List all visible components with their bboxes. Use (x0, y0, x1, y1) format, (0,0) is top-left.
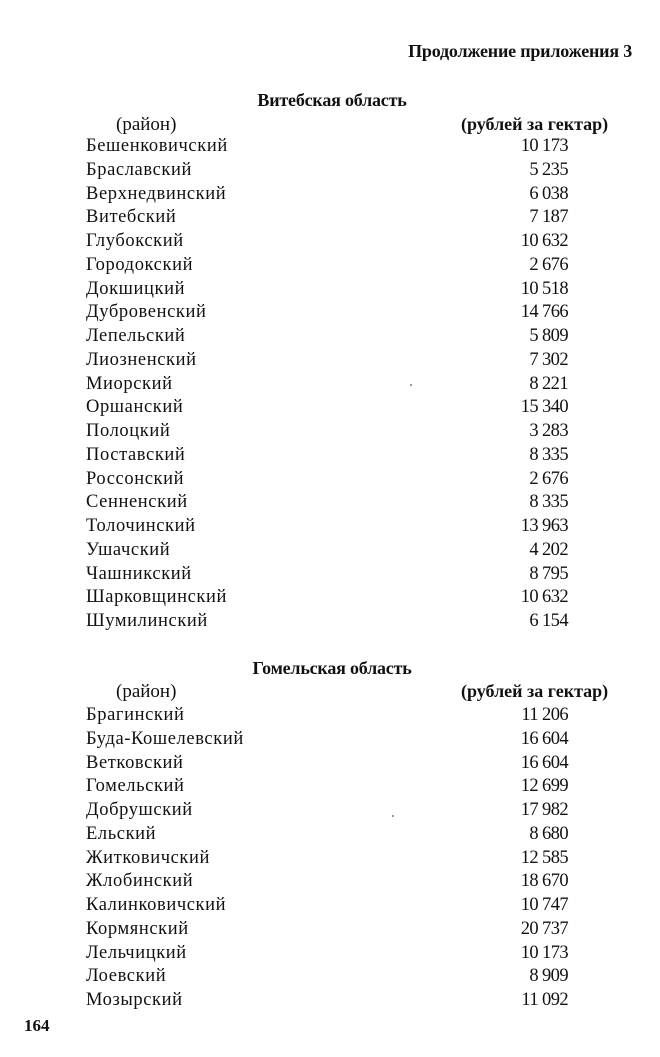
rate-value: 12 585 (520, 847, 568, 868)
table-row (0, 206, 660, 230)
district-name: Брагинский (86, 705, 185, 725)
table-row (0, 444, 660, 468)
district-name: Кормянский (86, 918, 189, 939)
district-name: Полоцкий (86, 421, 171, 441)
rate-value: 4 202 (529, 539, 568, 560)
district-name: Россонский (86, 468, 185, 489)
district-name: Дубровенский (86, 302, 207, 323)
vitebsk-table (0, 135, 660, 634)
table-row (0, 254, 660, 278)
rate-value: 10 173 (520, 942, 568, 963)
rate-value: 6 038 (529, 183, 568, 204)
district-name: Оршанский (86, 397, 184, 418)
district-name: Чашникский (86, 563, 192, 584)
district-name: Лельчицкий (86, 942, 187, 963)
gomel-district-column-header: (район) (116, 681, 177, 702)
table-row (0, 870, 660, 894)
scan-speck (410, 384, 412, 386)
table-row (0, 775, 660, 799)
rate-value: 11 092 (521, 990, 568, 1010)
rate-value: 8 680 (529, 823, 568, 844)
rate-value: 7 302 (529, 349, 568, 370)
table-row (0, 468, 660, 492)
rate-value: 8 335 (529, 444, 568, 465)
rate-value: 10 173 (520, 136, 568, 156)
rate-value: 5 809 (529, 326, 568, 346)
table-row (0, 918, 660, 942)
gomel-value-column-header: (рублей за гектар) (461, 681, 609, 701)
rate-value: 5 235 (529, 159, 568, 180)
rate-value: 6 154 (529, 611, 568, 631)
district-name: Добрушский (86, 800, 193, 820)
district-name: Житковичский (86, 847, 210, 868)
table-row (0, 586, 660, 610)
rate-value: 7 187 (529, 207, 568, 228)
district-name: Ельский (86, 823, 157, 844)
table-row (0, 349, 660, 373)
district-name: Гомельский (86, 776, 185, 797)
rate-value: 3 283 (529, 421, 568, 441)
table-row (0, 135, 660, 159)
rate-value: 10 632 (520, 231, 568, 251)
table-row (0, 278, 660, 302)
district-name: Браславский (86, 159, 192, 180)
gomel-region-title: Гомельская область (252, 658, 412, 678)
table-row (0, 183, 660, 207)
table-row (0, 965, 660, 989)
district-name: Лиозненский (86, 349, 197, 370)
district-name: Лоевский (86, 966, 167, 987)
rate-value: 8 221 (529, 373, 568, 394)
table-row (0, 491, 660, 515)
rate-value: 2 676 (529, 468, 568, 489)
district-name: Поставский (86, 444, 186, 465)
vitebsk-district-column-header: (район) (116, 114, 177, 135)
table-row (0, 420, 660, 444)
table-row (0, 301, 660, 325)
table-row (0, 823, 660, 847)
rate-value: 8 795 (529, 563, 568, 584)
table-row (0, 799, 660, 823)
table-row (0, 539, 660, 563)
rate-value: 16 604 (520, 752, 568, 773)
table-row (0, 989, 660, 1013)
district-name: Ушачский (86, 539, 171, 560)
district-name: Городокский (86, 254, 194, 275)
district-name: Бешенковичский (86, 136, 228, 156)
district-name: Лепельский (86, 326, 186, 346)
district-name: Шарковщинский (86, 587, 228, 608)
rate-value: 8 909 (529, 966, 568, 987)
rate-value: 2 676 (529, 254, 568, 275)
rate-value: 10 518 (520, 278, 568, 299)
table-row (0, 159, 660, 183)
table-row (0, 515, 660, 539)
table-row (0, 325, 660, 349)
table-row (0, 894, 660, 918)
page-number: 164 (24, 1016, 50, 1035)
table-row (0, 847, 660, 871)
rate-value: 11 206 (521, 705, 568, 725)
district-name: Миорский (86, 373, 173, 394)
rate-value: 15 340 (520, 397, 568, 418)
scan-speck (392, 815, 394, 817)
district-name: Жлобинский (86, 871, 194, 892)
rate-value: 14 766 (520, 302, 568, 323)
vitebsk-region-title: Витебская область (257, 90, 407, 110)
rate-value: 10 747 (520, 895, 568, 915)
rate-value: 17 982 (520, 800, 568, 820)
rate-value: 12 699 (520, 776, 568, 797)
running-header: Продолжение приложения 3 (408, 41, 632, 61)
rate-value: 10 632 (520, 587, 568, 608)
table-row (0, 563, 660, 587)
district-name: Глубокский (86, 231, 184, 251)
table-row (0, 728, 660, 752)
table-row (0, 942, 660, 966)
table-row (0, 752, 660, 776)
table-row (0, 704, 660, 728)
rate-value: 13 963 (520, 516, 568, 536)
district-name: Калинковичский (86, 895, 227, 915)
vitebsk-value-column-header: (рублей за гектар) (461, 114, 609, 134)
district-name: Докшицкий (86, 278, 186, 299)
rate-value: 18 670 (520, 871, 568, 892)
gomel-table (0, 704, 660, 1013)
district-name: Мозырский (86, 990, 183, 1010)
district-name: Буда-Кошелевский (86, 728, 244, 749)
district-name: Сенненский (86, 492, 188, 513)
table-row (0, 610, 660, 634)
table-row (0, 373, 660, 397)
table-row (0, 230, 660, 254)
district-name: Толочинский (86, 516, 196, 536)
district-name: Ветковский (86, 752, 184, 773)
rate-value: 16 604 (520, 728, 568, 749)
district-name: Верхнедвинский (86, 183, 227, 204)
rate-value: 8 335 (529, 492, 568, 513)
district-name: Витебский (86, 207, 177, 228)
district-name: Шумилинский (86, 611, 208, 631)
rate-value: 20 737 (520, 918, 568, 939)
table-row (0, 396, 660, 420)
